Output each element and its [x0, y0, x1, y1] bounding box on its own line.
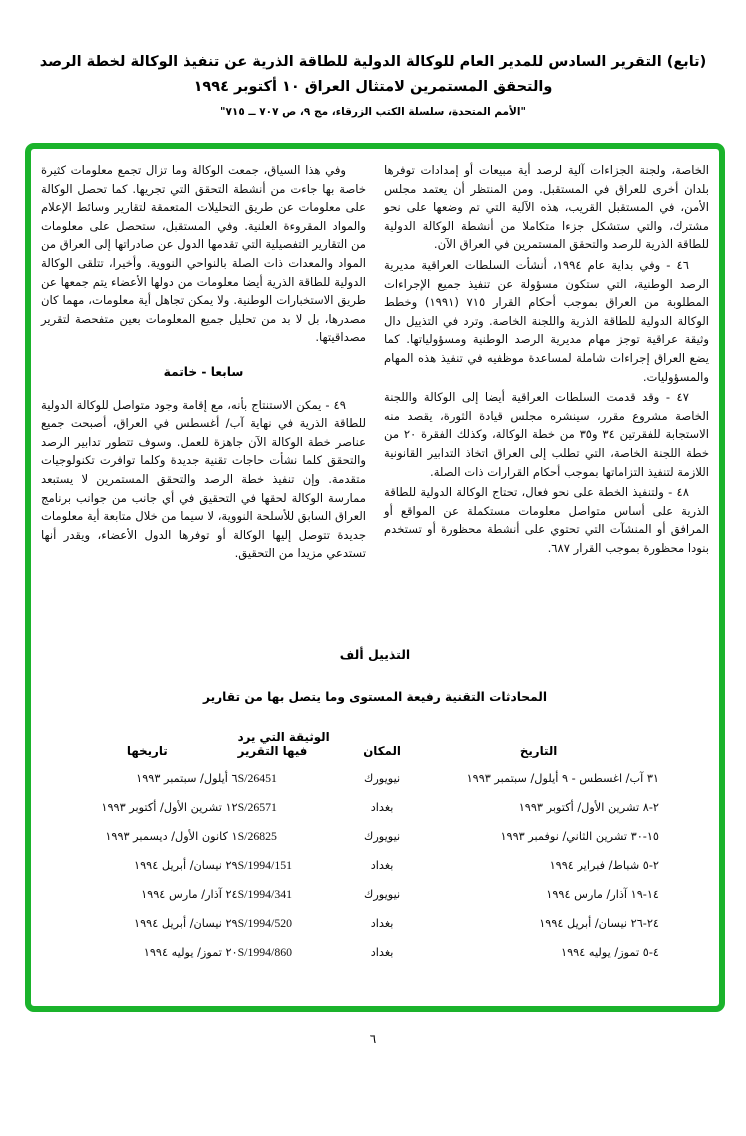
text-column-left: [41, 161, 366, 613]
cell-date: ٤-٥ تموز/ يوليه ١٩٩٤: [561, 946, 659, 959]
cell-report-date: ٦ أيلول/ سبتمبر ١٩٩٣: [136, 772, 238, 785]
table-row: [57, 880, 659, 909]
cell-place: نيويورك: [364, 830, 401, 843]
cell-date: ٢-٨ تشرين الأول/ أكتوبر ١٩٩٣: [518, 801, 659, 814]
appendix-a-heading: التذييل ألف: [339, 647, 411, 662]
cell-document-symbol: S/1994/151: [237, 858, 293, 872]
green-border-frame: [25, 143, 725, 1012]
cell-date: ٣١ آب/ اغسطس - ٩ أيلول/ سبتمبر ١٩٩٣: [466, 772, 659, 785]
cell-date: ٢٤-٢٦ نيسان/ أبريل ١٩٩٤: [539, 917, 659, 930]
table-row: [57, 822, 659, 851]
appendix-headings: [41, 647, 709, 704]
appendix-a-subheading: المحادثات التقنية رفيعة المستوى وما يتصل بها من تقارير: [202, 690, 548, 704]
cell-document-symbol: S/26451: [237, 771, 277, 785]
table-row: [57, 909, 659, 938]
column-header-date: التاريخ: [519, 744, 558, 758]
column-header-document-line1: الوثيقة التي يرد: [237, 730, 330, 744]
paragraph-continuation: الخاصة، ولجنة الجزاءات آلية لرصد أية مبيعات أو إمدادات توفرها بلدان أخرى للعراق في المستقبل. ومن المنتظر أن يعتمد مجلس الأمن، في المستقبل القريب، هذه الآلية التي تم وضعها على نحو مشترك، والتي ستشكل جزءا متكاملا من أنشطة الوكالة الدولية للطاقة الذرية للرصد والتحقق المستمرين في العراق الآن.: [384, 163, 709, 252]
cell-place: بغداد: [370, 917, 394, 930]
column-header-report-date: تاريخها: [126, 744, 168, 758]
page-number: ٦: [369, 1032, 377, 1046]
cell-report-date: ١ كانون الأول/ ديسمبر ١٩٩٣: [105, 830, 238, 843]
column-header-document: [238, 730, 346, 764]
cell-document-symbol: S/26571: [237, 800, 277, 814]
talks-reports-table: [57, 730, 659, 967]
cell-report-date: ٢٩ نيسان/ أبريل ١٩٩٤: [134, 917, 238, 930]
text-column-right: [384, 161, 709, 613]
column-header-document-line2: فيها التقرير: [237, 744, 308, 758]
paragraph-intro: وفي هذا السياق، جمعت الوكالة وما تزال تجمع معلومات كثيرة خاصة بها جاءت من أنشطة التحقق التي تجريها. كما تحصل الوكالة على معلومات عن طريق التحليلات المتعمقة لتقارير وسائط الإعلام والمواد المقروءة العلنية. وفي المستقبل، ستحصل على معلومات من التقارير التفصيلية التي تقدمها الدول عن صادراتها إلى العراق من المواد والمعدات ذات الصلة بالنواحي النووية. وأخيرا، تتلقى الوكالة الدولية للطاقة الذرية أيضا معلومات من دولها الأعضاء يتم جمعها عن طريق الاستخبارات الوطنية. ولا يمكن تجاهل أية معلومات، مهما كان مصدرها، بل لا بد من تحليل جميع المعلومات بعين متفحصة لتقرير مصداقيتها.: [41, 163, 366, 345]
table-row: [57, 764, 659, 793]
paragraph-49: ٤٩ - يمكن الاستنتاج بأنه، مع إقامة وجود متواصل للوكالة الدولية للطاقة الذرية في نهاية آب/ أغسطس في العراق، أصبحت جميع عناصر خطة الوكالة الآن جاهزة للعمل. وسوف تتطور تدابير الرصد والتحقق كلما نشأت حاجات تقنية جديدة وكلما توافرت تكنولوجيات متقدمة. وإن تنفيذ خطة الرصد والتحقق المستمرين لا يستبعد ممارسة الوكالة لحقها في التحقيق في أي جانب من جوانب برنامج العراق السابق للأسلحة النووية، لا سيما من خلال متابعة أية معلومات جديدة تتوصل إليها الوكالة أو توفرها الدول الأعضاء، ويقدر أنها تستدعي مزيدا من التحقيق.: [41, 397, 366, 561]
section-heading-seventh-conclusion: سابعا - خاتمة: [163, 364, 244, 379]
cell-date: ١٥-٣٠ تشرين الثاني/ نوفمبر ١٩٩٣: [500, 830, 659, 843]
cell-document-symbol: S/1994/341: [237, 887, 293, 901]
cell-report-date: ٢٠ تموز/ يوليه ١٩٩٤: [143, 946, 238, 959]
report-title-line-2: والتحقق المستمرين لامتثال العراق ١٠ أكتوبر ١٩٩٤: [193, 79, 553, 96]
cell-place: نيويورك: [364, 772, 401, 785]
cell-report-date: ١٢ تشرين الأول/ أكتوبر ١٩٩٣: [101, 801, 238, 814]
table-header: [57, 730, 659, 764]
cell-report-date: ٢٤ آذار/ مارس ١٩٩٤: [141, 888, 238, 901]
paragraph-46: ٤٦ - وفي بداية عام ١٩٩٤، أنشأت السلطات العراقية مديرية الرصد الوطنية، التي ستكون مسؤولة عن تنفيذ جميع الإجراءات المطلوبة من العراق بموجب أحكام القرار ٧١٥ (١٩٩١) وخطط الوكالة الدولية للطاقة الذرية واللجنة الخاصة. وترد في التذييل دال وثيقة عراقية توجز مهام مديرية الرصد الوطنية ومسؤولياتها. كما يضع العراق إجراءات شاملة لمساعدة موظفيه في تنفيذ هذه المهام والمسؤوليات.: [384, 257, 709, 384]
cell-document-symbol: S/26825: [237, 829, 277, 843]
report-source-citation: "الأمم المتحدة، سلسلة الكتب الزرقاء، مج ٩، ص ٧٠٧ ــ ٧١٥": [220, 105, 526, 118]
paragraph-48: ٤٨ - ولتنفيذ الخطة على نحو فعال، تحتاج الوكالة الدولية للطاقة الذرية على أساس متواصل معلومات مستكملة عن المواقع أو المرافق أو المنشآت التي تحتوي على أنشطة محظورة أو تستخدم بنودا محظورة بموجب القرار ٦٨٧.: [384, 485, 709, 555]
cell-place: بغداد: [370, 859, 394, 872]
table-row: [57, 793, 659, 822]
cell-place: بغداد: [370, 801, 394, 814]
cell-place: نيويورك: [364, 888, 401, 901]
table-row: [57, 851, 659, 880]
column-header-place: المكان: [363, 744, 401, 758]
report-header: [0, 0, 746, 118]
paragraph-47: ٤٧ - وقد قدمت السلطات العراقية أيضا إلى الوكالة واللجنة الخاصة مشروع مقرر، سينشره مجلس قيادة الثورة، يقصد منه الاستجابة للفقرتين ٣٤ و٣٥ من خطة الوكالة، وكذلك الفقرة ٢٠ من خطة اللجنة الخاصة، التي تطلب إلى العراق اتخاذ التدابير القانونية اللازمة لتنفيذ التزاماتها بموجب أحكام القرارات ذات الصلة.: [384, 390, 709, 479]
cell-place: بغداد: [370, 946, 394, 959]
cell-date: ١٤-١٩ آذار/ مارس ١٩٩٤: [546, 888, 659, 901]
cell-report-date: ٢٩ نيسان/ أبريل ١٩٩٤: [134, 859, 238, 872]
report-title-line-1: (تابع) التقرير السادس للمدير العام للوكالة الدولية للطاقة الذرية عن تنفيذ الوكالة لخطة الرصد: [39, 54, 707, 70]
two-column-text: [41, 161, 709, 613]
cell-document-symbol: S/1994/520: [237, 916, 293, 930]
cell-date: ٢-٥ شباط/ فبراير ١٩٩٤: [549, 859, 659, 872]
cell-document-symbol: S/1994/860: [237, 945, 293, 959]
table-row: [57, 938, 659, 967]
